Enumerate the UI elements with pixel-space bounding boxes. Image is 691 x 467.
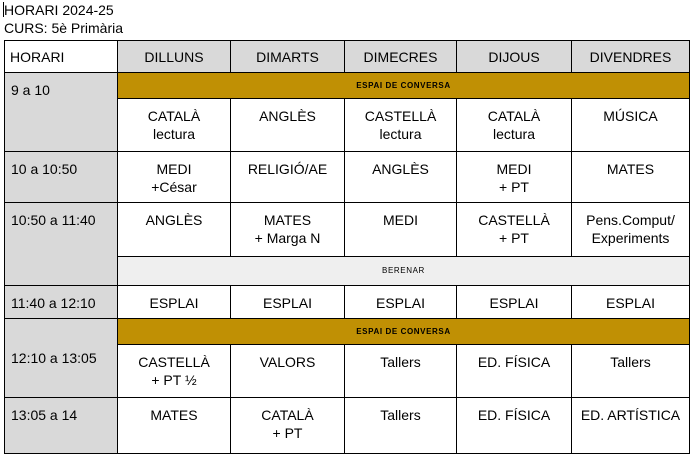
day-header: DIMECRES (345, 41, 457, 73)
subject-cell: ED. FÍSICA (457, 345, 572, 398)
table-row (5, 203, 690, 257)
subject-cell: ANGLÈS (118, 203, 231, 257)
subject-cell: MATES + Marga N (231, 203, 345, 257)
time-slot: 9 a 10 (5, 73, 118, 152)
table-row (5, 286, 690, 319)
subject-cell: Tallers (345, 398, 457, 454)
subject-cell: MATES (572, 152, 690, 203)
day-header: DILLUNS (118, 41, 231, 73)
schedule-table (4, 40, 690, 454)
subject-cell: VALORS (231, 345, 345, 398)
subject-cell: MEDI + PT (457, 152, 572, 203)
header-row (5, 41, 690, 73)
subject-cell: ANGLÈS (345, 152, 457, 203)
subject-cell: CATALÀ lectura (457, 99, 572, 152)
time-slot: 10:50 a 11:40 (5, 203, 118, 286)
subject-cell: ESPLAI (231, 286, 345, 319)
subject-cell: ESPLAI (572, 286, 690, 319)
page-title: HORARI 2024-25 (4, 2, 114, 18)
table-row (5, 398, 690, 454)
time-slot: 12:10 a 13:05 (5, 319, 118, 398)
day-header: DIJOUS (457, 41, 572, 73)
subject-cell: ANGLÈS (231, 99, 345, 152)
subject-cell: CATALÀ lectura (118, 99, 231, 152)
subject-cell: ESPLAI (118, 286, 231, 319)
conversation-banner: ESPAI DE CONVERSA (118, 319, 690, 345)
subject-cell: RELIGIÓ/AE (231, 152, 345, 203)
course-label: CURS: 5è Primària (4, 20, 124, 36)
table-row (5, 152, 690, 203)
subject-cell: Pens.Comput/ Experiments (572, 203, 690, 257)
subject-cell: MATES (118, 398, 231, 454)
time-slot: 11:40 a 12:10 (5, 286, 118, 319)
time-slot: 13:05 a 14 (5, 398, 118, 454)
subject-cell: CASTELLÀ lectura (345, 99, 457, 152)
subject-cell: ED. FÍSICA (457, 398, 572, 454)
subject-cell: ESPLAI (457, 286, 572, 319)
subject-cell: CASTELLÀ + PT ½ (118, 345, 231, 398)
subject-cell: MEDI (345, 203, 457, 257)
subject-cell: CATALÀ + PT (231, 398, 345, 454)
header-corner: HORARI (5, 41, 118, 73)
subject-cell: CASTELLÀ + PT (457, 203, 572, 257)
subject-cell: Tallers (572, 345, 690, 398)
day-header: DIVENDRES (572, 41, 690, 73)
subject-cell: MÚSICA (572, 99, 690, 152)
subject-cell: ESPLAI (345, 286, 457, 319)
subject-cell: MEDI +César (118, 152, 231, 203)
subject-cell: ED. ARTÍSTICA (572, 398, 690, 454)
conversation-banner: ESPAI DE CONVERSA (118, 73, 690, 99)
time-slot: 10 a 10:50 (5, 152, 118, 203)
subject-cell: Tallers (345, 345, 457, 398)
day-header: DIMARTS (231, 41, 345, 73)
snack-banner: BERENAR (118, 257, 690, 286)
